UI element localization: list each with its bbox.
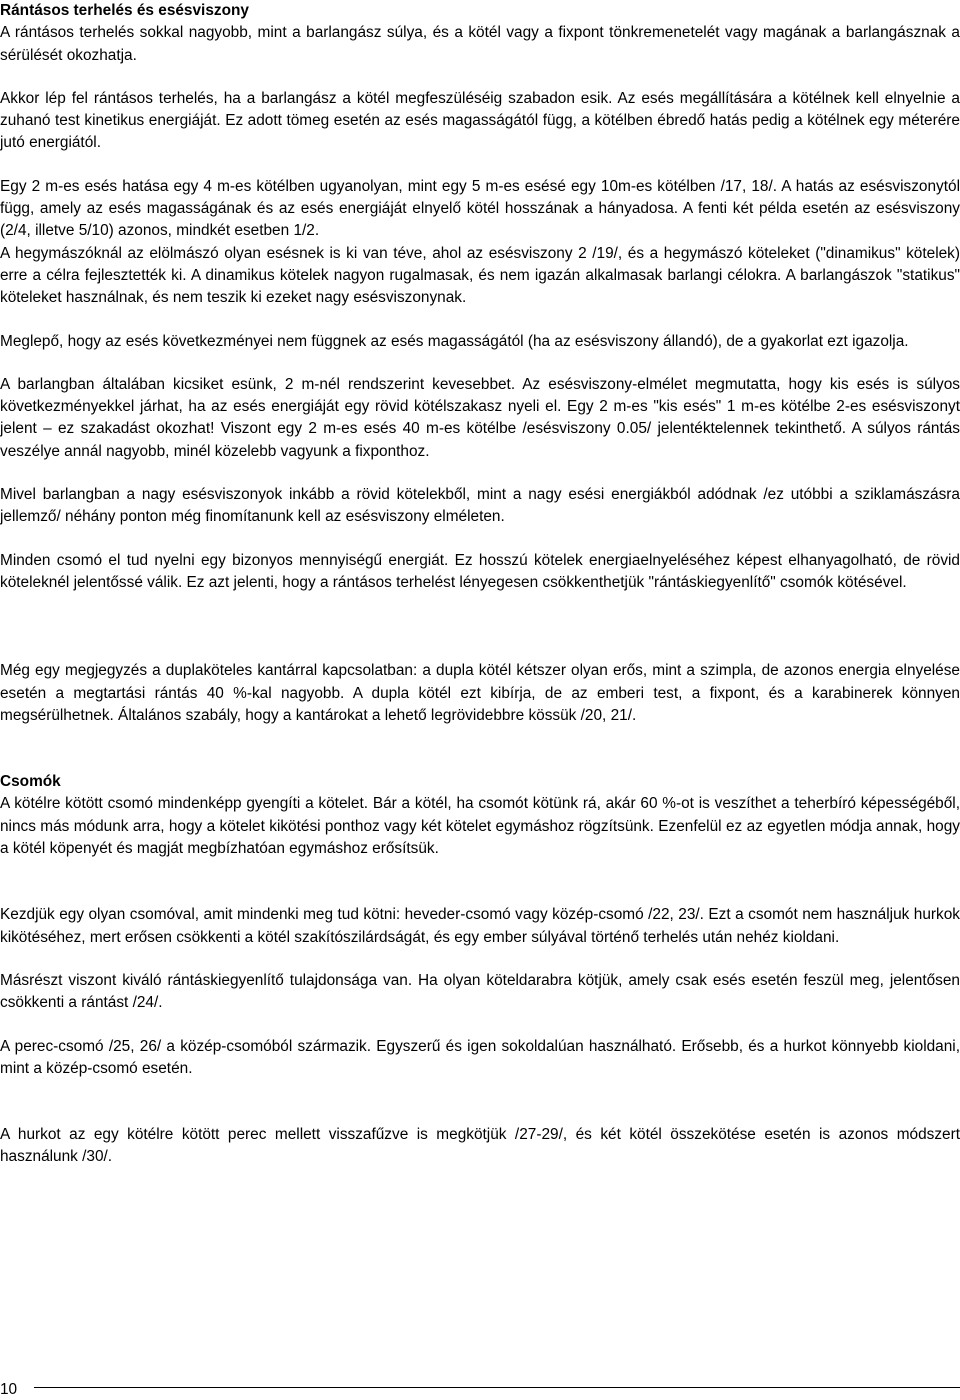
page-number: 10 (0, 1381, 18, 1398)
paragraph: A barlangban általában kicsiket esünk, 2 m-nél rendszerint kevesebbet. Az esésviszony-elmélet megmutatta, hogy kis esés is súlyos következményekkel járhat, ha az esés energiáját egy rövid kötélszakasz nyeli el. Egy 2 m-es "kis esés" 1 m-es kötélbe 2-es esésviszonyt jelent – ez szakadást okozhat! Viszont egy 2 m-es esés 40 m-es kötélbe /esésviszony 0.05/ jelentéktelennek tekinthető. A súlyos rántás veszélye annál nagyobb, minél közelebb vagyunk a fixponthoz. (0, 375, 960, 460)
paragraph: A hurkot az egy kötélre kötött perec mellett visszafűzve is megkötjük /27-29/, és két kötél összekötése esetén is azonos módszert használunk /30/. (0, 1126, 960, 1166)
paragraph: Egy 2 m-es esés hatása egy 4 m-es kötélben ugyanolyan, mint egy 5 m-es esésé egy 10m-es kötélben /17, 18/. A hatás az esésviszonytól függ, amely az esés magasságának és az esés energiáját elnyelő kötél hosszának a hányadosa. A fenti két példa esetén az esésviszony (2/4, illetve 5/10) azonos, mindkét esetben 1/2. (0, 177, 960, 240)
paragraph: A hegymászóknál az elölmászó olyan esésnek is ki van téve, ahol az esésviszony 2 /19/, és a hegymászó köteleket ("dinamikus" kötelek) erre a célra fejlesztették ki. A dinamikus kötelek nagyon rugalmasak, és nem igazán alkalmasak barlangi célokra. A barlangászok "statikus" köteleket használnak, és nem teszik ki ezeket nagy esésviszonynak. (0, 244, 960, 307)
paragraph: Minden csomó el tud nyelni egy bizonyos mennyiségű energiát. Ez hosszú kötelek energiaelnyeléséhez képest elhanyagolható, de rövid köteleknél jelentőssé válik. Ez azt jelenti, hogy a rántásos terhelést lényegesen csökkenthetjük "rántáskiegyenlítő" csomók kötésével. (0, 551, 960, 591)
paragraph: Mivel barlangban a nagy esésviszonyok inkább a rövid kötelekből, mint a nagy esési energiákból adódnak /ez utóbbi a sziklamászásra jellemző/ néhány ponton még finomítanunk kell az esésviszony elméleten. (0, 486, 960, 526)
paragraph: A rántásos terhelés sokkal nagyobb, mint a barlangász súlya, és a kötél vagy a fixpont tönkremenetelét vagy magának a barlangásznak a sérülését okozhatja. (0, 24, 960, 64)
paragraph: Meglepő, hogy az esés következményei nem függnek az esés magasságától (ha az esésviszony állandó), de a gyakorlat ezt igazolja. (0, 332, 909, 350)
paragraph: A perec-csomó /25, 26/ a közép-csomóból származik. Egyszerű és igen sokoldalúan használható. Erősebb, és a hurkot könnyebb kioldani, mint a közép-csomó esetén. (0, 1037, 960, 1077)
paragraph: Akkor lép fel rántásos terhelés, ha a barlangász a kötél megfeszüléséig szabadon esik. Az esés megállítására a kötélnek kell elnyelnie a zuhanó test kinetikus energiáját. Ez adott tömeg esetén az esés magasságától függ, a kötélben ébredő hatás pedig a kötélnek egy méterére jutó energiától. (0, 89, 960, 152)
paragraph: Kezdjük egy olyan csomóval, amit mindenki meg tud kötni: heveder-csomó vagy közép-csomó /22, 23/. Ezt a csomót nem használjuk hurkok kikötéséhez, mert erősen csökkenti a kötél szakítószilárdságát, és egy ember súlyával történő terhelés után nehéz kioldani. (0, 906, 960, 946)
paragraph: A kötélre kötött csomó mindenképp gyengíti a kötelet. Bár a kötél, ha csomót kötünk rá, akár 60 %-ot is veszíthet a teherbíró képességéből, nincs más módunk arra, hogy a kötelet kikötési ponthoz vagy két kötelet egymáshoz rögzítsünk. Ezenfelül ez az egyetlen módja annak, hogy a kötél köpenyét és magját megbízhatóan egymáshoz erősítsük. (0, 795, 960, 858)
paragraph: Még egy megjegyzés a duplaköteles kantárral kapcsolatban: a dupla kötél kétszer olyan erős, mint a szimpla, de azonos energia elnyelése esetén a megtartási rántás 40 %-kal nagyobb. A dupla kötél ezt kibírja, de az emberi test, a fixpont, és a karabinerek könnyen megsérülhetnek. Általános szabály, hogy a kantárokat a lehető legrövidebbre kössük /20, 21/. (0, 662, 960, 724)
section-heading-rantasos: Rántásos terhelés és esésviszony (0, 2, 249, 19)
footer-rule (34, 1387, 960, 1388)
paragraph: Másrészt viszont kiváló rántáskiegyenlítő tulajdonsága van. Ha olyan köteldarabra kötjük, amely csak esés esetén feszül meg, jelentősen csökkenti a rántást /24/. (0, 971, 960, 1012)
section-heading-csomok: Csomók (0, 773, 61, 791)
